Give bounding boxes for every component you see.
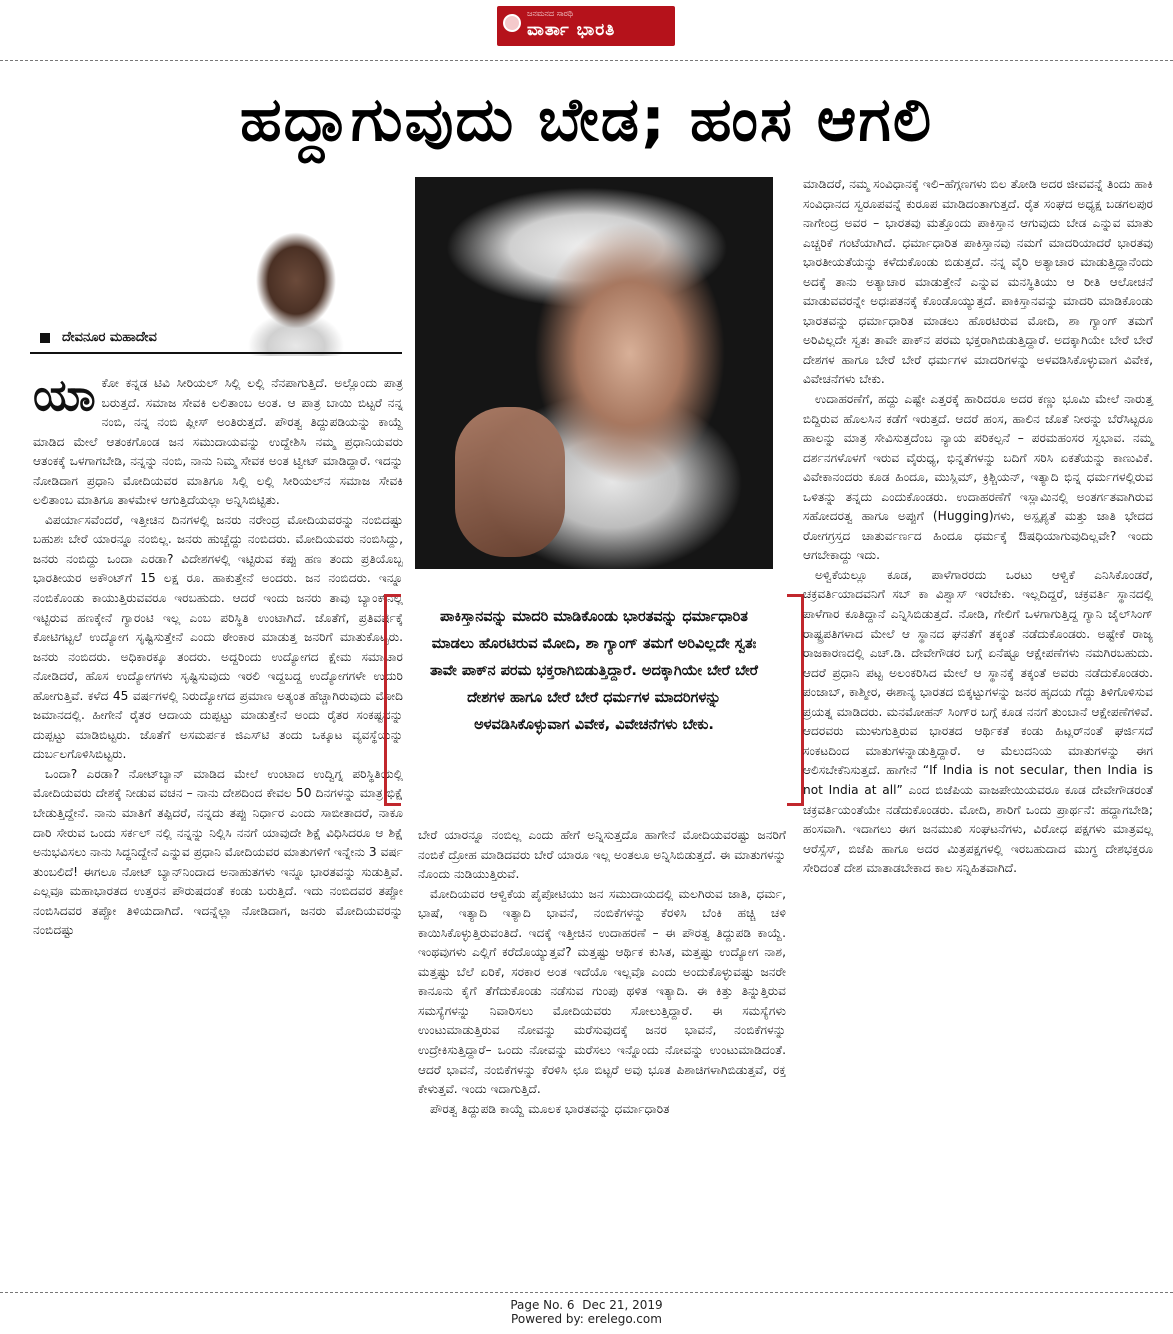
- author-photo: [246, 230, 346, 356]
- column-3: [803, 175, 1153, 879]
- column-2: [418, 826, 786, 1119]
- powered-by-link[interactable]: Powered by: erelego.com: [511, 1312, 662, 1326]
- paragraph: ಉದಾಹರಣೆಗೆ, ಹದ್ದು ಎಷ್ಟೇ ಎತ್ತರಕ್ಕೆ ಹಾರಿದರೂ ಅದರ ಕಣ್ಣು ಭೂಮಿ ಮೇಲೆ ನಾರುತ್ತ ಬಿದ್ದಿರುವ ಹೊಲಸಿನ ಕಡೆಗೆ ಇರುತ್ತದೆ. ಆದರೆ ಹಂಸ, ಹಾಲಿನ ಜೊತೆ ನೀರನ್ನು ಬೆರೆಸಿಟ್ಟರೂ ಹಾಲನ್ನು ಮಾತ್ರ ಸೇವಿಸುತ್ತದೆಂಬ ನ್ಯಾಯ ಪರಿಕಲ್ಪನೆ – ಪರಮಹಂಸರ ಸ್ವಭಾವ. ನಮ್ಮ ದರ್ಶನಗಳೊಳಗೆ ಇರುವ ವೈರುಧ್ಯ, ಭಿನ್ನತೆಗಳನ್ನು ಬದಿಗೆ ಸರಿಸಿ ಏಕತೆಯನ್ನು ಕಾಣುವಿಕೆ. ವಿವೇಕಾನಂದರು ಕೂಡ ಹಿಂದೂ, ಮುಸ್ಲಿಮ್, ಕ್ರಿಶ್ಚಿಯನ್, ಇತ್ಯಾದಿ ಭಿನ್ನ ಧರ್ಮಗಳಲ್ಲಿರುವ ಒಳಿತನ್ನು ತನ್ನದು ಎಂದುಕೊಂಡರು. ಉದಾಹರಣೆಗೆ ಇಸ್ಲಾಮಿನಲ್ಲಿ ಅಂತರ್ಗತವಾಗಿರುವ ಸಹೋದರತ್ವ ಹಾಗೂ ಅಪ್ಪುಗೆ (Hugging)ಗಳು, ಅಸ್ಪೃಶ್ಯತೆ ಮತ್ತು ಜಾತಿ ಭೇದದ ರೋಗಗ್ರಸ್ತದ ಚಾತುರ್ವರ್ಣದ ಹಿಂದೂ ಧರ್ಮಕ್ಕೆ ಔಷಧಿಯಾಗುವುದಿಲ್ಲವೇ? ಇಂದು ಆಗಬೇಕಾದ್ದು ಇದು.: [803, 392, 1153, 563]
- paragraph: ವಿಪರ್ಯಾಸವೆಂದರೆ, ಇತ್ತೀಚಿನ ದಿನಗಳಲ್ಲಿ ಜನರು ನರೇಂದ್ರ ಮೋದಿಯವರನ್ನು ನಂಬಿದಷ್ಟು ಬಹುಶಃ ಬೇರೆ ಯಾರನ್ನೂ ನಂಬಿಲ್ಲ. ಜನರು ಹುಚ್ಚೆದ್ದು ನಂಬಿದರು. ಮೋದಿಯವರು ನಂಬಿಸಿದ್ದು, ಜನರು ನಂಬಿದ್ದು ಒಂದಾ ಎರಡಾ? ವಿದೇಶಗಳಲ್ಲಿ ಇಟ್ಟಿರುವ ಕಪ್ಪು ಹಣ ತಂದು ಪ್ರತಿಯೊಬ್ಬ ಭಾರತೀಯರ ಅಕೌಂಟ್‌ಗೆ 15 ಲಕ್ಷ ರೂ. ಹಾಕುತ್ತೇನೆ ಅಂದರು. ಜನ ನಂಬಿದರು. ಇನ್ನೂ ನಂಬಿಕೊಂಡು ಕಾಯುತ್ತಿರುವವರೂ ಇರಬಹುದು. ಆದರೆ ಇಂದು ಜನರು ತಾವು ಬ್ಯಾಂಕ್‌ನಲ್ಲಿ ಇಟ್ಟಿರುವ ಹಣಕ್ಕೇನೆ ಗ್ಯಾರಂಟಿ ಇಲ್ಲ ಎಂಬ ಪರಿಸ್ಥಿತಿ ಉಂಟಾಗಿದೆ. ಜೊತೆಗೆ, ಪ್ರತಿವರ್ಷಕ್ಕೆ ಕೋಟಿಗಟ್ಟಲೆ ಉದ್ಯೋಗ ಸೃಷ್ಟಿಸುತ್ತೇನೆ ಎಂದು ಠೇಂಕಾರ ಮಾಡುತ್ತ ಜನರಿಗೆ ಮಾತುಕೊಟ್ಟರು. ಜನರು ನಂಬಿದರು. ಅಧಿಕಾರಕ್ಕೂ ತಂದರು. ಅದ್ದರಿಂದು ಉದ್ಯೋಗದ ಕ್ಷೇಮ ಸಮಾಚಾರ ನೋಡಿದರೆ, ಹೊಸ ಉದ್ಯೋಗಗಳು ಸೃಷ್ಟಿಸುವುದು ಇರಲಿ ಇದ್ದಬದ್ದ ಉದ್ಯೋಗಗಳೇ ಉದುರಿ ಹೋಗುತ್ತಿವೆ. ಕಳೆದ 45 ವರ್ಷಗಳಲ್ಲಿ ನಿರುದ್ಯೋಗದ ಪ್ರಮಾಣ ಅತ್ಯಂತ ಹೆಚ್ಚಾಗಿರುವುದು ಮೋದಿ ಜಮಾನದಲ್ಲಿ. ಹೀಗೇನೆ ರೈತರ ಆದಾಯ ದುಪ್ಪಟ್ಟು ಮಾಡುತ್ತೇನೆ ಅಂದು ರೈತರ ಸಂಕಷ್ಟವನ್ನು ದುಪ್ಪಟ್ಟು ಮಾಡಿಬಿಟ್ಟರು. ಜೊತೆಗೆ ಅಸಮರ್ಪಕ ಜಿಎಸ್‌ಟಿ ತಂದು ಒಕ್ಕೂಟ ವ್ಯವಸ್ಥೆಯನ್ನು ದುರ್ಬಲಗೊಳಿಸಿಬಿಟ್ಟರು.: [33, 512, 403, 762]
- headline: ಹದ್ದಾಗುವುದು ಬೇಡ; ಹಂಸ ಆಗಲಿ: [239, 85, 934, 155]
- paragraph: ಪೌರತ್ವ ತಿದ್ದುಪಡಿ ಕಾಯ್ದೆ ಮೂಲಕ ಭಾರತವನ್ನು ಧರ್ಮಾಧಾರಿತ: [430, 1101, 670, 1116]
- masthead-tagline: ಜನಮನದ ಸಾರಥಿ: [527, 9, 574, 18]
- paragraph: [33, 370, 403, 511]
- top-divider: [0, 60, 1173, 61]
- author-byline: [40, 330, 157, 345]
- masthead-name: ವಾರ್ತಾ ಭಾರತಿ: [527, 20, 616, 40]
- pull-quote-text: ಪಾಕಿಸ್ತಾನವನ್ನು ಮಾದರಿ ಮಾಡಿಕೊಂಡು ಭಾರತವನ್ನು ಧರ್ಮಾಧಾರಿತ ಮಾಡಲು ಹೊರಟಿರುವ ಮೋದಿ, ಶಾ ಗ್ಯಾಂಗ್ ತಮಗೆ ಅರಿವಿಲ್ಲದೇ ಸ್ವತಃ ತಾವೇ ಪಾಕ್‌ನ ಪರಮ ಭಕ್ತರಾಗಿಬಿಡುತ್ತಿದ್ದಾರೆ. ಅದಕ್ಕಾಗಿಯೇ ಬೇರೆ ಬೇರೆ ದೇಶಗಳ ಹಾಗೂ ಬೇರೆ ಬೇರೆ ಧರ್ಮಗಳ ಮಾದರಿಗಳನ್ನು ಅಳವಡಿಸಿಕೊಳ್ಳುವಾಗ ವಿವೇಕ, ವಿವೇಚನೆಗಳು ಬೇಕು.: [429, 609, 759, 733]
- paragraph: ಒಂದಾ? ಎರಡಾ? ನೋಟ್‌ಬ್ಯಾನ್ ಮಾಡಿದ ಮೇಲೆ ಉಂಟಾದ ಉದ್ವಿಗ್ನ ಪರಿಸ್ಥಿತಿಯಲ್ಲಿ ಮೋದಿಯವರು ದೇಶಕ್ಕೆ ನೀಡುವ ವಚನ – ನಾನು ದೇಶದಿಂದ ಕೇವಲ 50 ದಿನಗಳನ್ನು ಮಾತ್ರ ಭಿಕ್ಷೆ ಬೇಡುತ್ತಿದ್ದೇನೆ. ನಾನು ಮಾತಿಗೆ ತಪ್ಪಿದರೆ, ನನ್ನದು ತಪ್ಪು ನಿರ್ಧಾರ ಎಂದು ಸಾಬೀತಾದರೆ, ನಾಕೂ ದಾರಿ ಸೇರುವ ಒಂದು ಸರ್ಕಲ್ ನಲ್ಲಿ ನನ್ನನ್ನು ನಿಲ್ಲಿಸಿ ನನಗೆ ಯಾವುದೇ ಶಿಕ್ಷೆ ವಿಧಿಸಿದರೂ ಆ ಶಿಕ್ಷೆ ಅನುಭವಿಸಲು ನಾನು ಸಿದ್ಧನಿದ್ದೇನೆ ಎನ್ನುವ ಪ್ರಧಾನಿ ಮೋದಿಯವರ ಮಾತುಗಳಿಗೆ ಇನ್ನೇನು 3 ವರ್ಷ ತುಂಬಲಿದೆ! ಈಗಲೂ ನೋಟ್ ಬ್ಯಾನ್‌ನಿಂದಾದ ಅನಾಹುತಗಳು ಇನ್ನೂ ಭಾರತವನ್ನು ಸುಡುತ್ತಿವೆ. ಎಲ್ಲವೂ ಮಹಾಭಾರತದ ಉತ್ತರನ ಪೌರುಷದಂತೆ ಕಂಡು ಬರುತ್ತಿದೆ. ಇದು ನಂಬಿದವರ ತಪ್ಪೋ ನಂಬಿಸಿದವರ ತಪ್ಪೋ ತಿಳಿಯದಾಗಿದೆ. ಇದನ್ನೆಲ್ಲಾ ನೋಡಿದಾಗ, ಜನರು ಮೋದಿಯವರನ್ನು ನಂಬಿದಷ್ಟು: [33, 766, 403, 938]
- bullet-square-icon: [40, 333, 50, 343]
- lamp-logo-icon: [503, 14, 521, 32]
- paragraph: ಮೋದಿಯವರ ಆಳ್ವಿಕೆಯ ಪೈಪೋಟಿಯು ಜನ ಸಮುದಾಯದಲ್ಲಿ ಮಲಗಿರುವ ಜಾತಿ, ಧರ್ಮ, ಭಾಷೆ, ಇತ್ಯಾದಿ ಇತ್ಯಾದಿ ಭಾವನೆ, ನಂಬಿಕೆಗಳನ್ನು ಕೆರಳಿಸಿ ಬೆಂಕಿ ಹಚ್ಚಿ ಚಳಿ ಕಾಯಿಸಿಕೊಳ್ಳುತ್ತಿರುವಂತಿದೆ. ಇದಕ್ಕೆ ಇತ್ತೀಚಿನ ಉದಾಹರಣೆ – ಈ ಪೌರತ್ವ ತಿದ್ದುಪಡಿ ಕಾಯ್ದೆ. ಇಂಥವುಗಳು ಎಲ್ಲಿಗೆ ಕರೆದೊಯ್ಯುತ್ತವೆ? ಮತ್ತಷ್ಟು ಆರ್ಥಿಕ ಕುಸಿತ, ಮತ್ತಷ್ಟು ಉದ್ಯೋಗ ನಾಶ, ಮತ್ತಷ್ಟು ಬೆಲೆ ಏರಿಕೆ, ಸರಕಾರ ಅಂತ ಇದೆಯೊ ಇಲ್ಲವೊ ಎಂದು ಅಂದುಕೊಳ್ಳುವಷ್ಟು ಜನರೇ ಕಾನೂನು ಕೈಗೆ ತೆಗೆದುಕೊಂಡು ನಡೆಸುವ ಗುಂಪು ಥಳಿತ ಇತ್ಯಾದಿ. ಈ ಕಿತ್ತು ತಿನ್ನುತ್ತಿರುವ ಸಮಸ್ಯೆಗಳನ್ನು ನಿವಾರಿಸಲು ಮೋದಿಯವರು ಸೋಲುತ್ತಿದ್ದಾರೆ. ಈ ಸಮಸ್ಯೆಗಳು ಉಂಟುಮಾಡುತ್ತಿರುವ ನೋವನ್ನು ಮರೆಸುವುದಕ್ಕೆ ಜನರ ಭಾವನೆ, ನಂಬಿಕೆಗಳನ್ನು ಉದ್ರೇಕಿಸುತ್ತಿದ್ದಾರೆ– ಒಂದು ನೋವನ್ನು ಮರೆಸಲು ಇನ್ನೊಂದು ನೋವನ್ನು ಉಂಟುಮಾಡಿದಂತೆ. ಆದರೆ ಭಾವನೆ, ನಂಬಿಕೆಗಳನ್ನು ಕೆರಳಿಸಿ ಛೂ ಬಿಟ್ಟರೆ ಅವು ಭೂತ ಪಿಶಾಚಿಗಳಾಗಿಬಿಡುತ್ತವೆ, ರಕ್ತ ಕೇಳುತ್ತವೆ. ಇಂದು ಇದಾಗುತ್ತಿದೆ.: [418, 886, 786, 1097]
- quote-bracket-right: [787, 594, 804, 806]
- footer: [0, 1298, 1173, 1326]
- quote-bracket-left: [384, 594, 401, 806]
- photo-hand-shape: [455, 407, 565, 557]
- paragraph: ಮಾಡಿದರೆ, ನಮ್ಮ ಸಂವಿಧಾನಕ್ಕೆ ಇಲಿ–ಹೆಗ್ಗಣಗಳು ಬಿಲ ತೋಡಿ ಅದರ ಜೀವವನ್ನೆ ತಿಂದು ಹಾಕಿ ಸಂವಿಧಾನದ ಸ್ವರೂಪವನ್ನೆ ಕುರೂಪ ಮಾಡಿದಂತಾಗುತ್ತದೆ. ರೈತ ಸಂಘದ ಅಧ್ಯಕ್ಷ ಬಡಗಲಪುರ ನಾಗೇಂದ್ರ ಅವರ – ಭಾರತವು ಮತ್ತೊಂದು ಪಾಕಿಸ್ತಾನ ಆಗುವುದು ಬೇಡ ಎನ್ನುವ ಮಾತು ಎಚ್ಚರಿಕೆ ಗಂಟೆಯಾಗಿದೆ. ಧರ್ಮಾಧಾರಿತ ಪಾಕಿಸ್ತಾನವು ನಮಗೆ ಮಾದರಿಯಾದರೆ ಭಾರತವು ಭಾರತೀಯತೆಯನ್ನು ಕಳೆದುಕೊಂಡು ಬಿಡುತ್ತದೆ. ನನ್ನ ವೈರಿ ಅತ್ಯಾಚಾರ ಮಾಡುತ್ತಿದ್ದಾನೆಂದು ಅದಕ್ಕೆ ತಾನು ಅತ್ಯಾಚಾರ ಮಾಡುತ್ತೇನೆ ಎನ್ನುವ ಮನಸ್ಥಿತಿಯು ಆ ರೀತಿ ಆಲೋಚನೆ ಮಾಡುವವರನ್ನೇ ಅಧಃಪತನಕ್ಕೆ ಕೊಂಡೊಯ್ಯುತ್ತದೆ. ಪಾಕಿಸ್ತಾನವನ್ನು ಮಾದರಿ ಮಾಡಿಕೊಂಡು ಭಾರತವನ್ನು ಧರ್ಮಾಧಾರಿತ ಮಾಡಲು ಹೊರಟಿರುವ ಮೋದಿ, ಶಾ ಗ್ಯಾಂಗ್ ತಮಗೆ ಅರಿವಿಲ್ಲದೇ ಸ್ವತಃ ತಾವೇ ಪಾಕ್‌ನ ಪರಮ ಭಕ್ತರಾಗಿಬಿಡುತ್ತಿದ್ದಾರೆ. ಅದಕ್ಕಾಗಿಯೇ ಬೇರೆ ಬೇರೆ ದೇಶಗಳ ಹಾಗೂ ಬೇರೆ ಬೇರೆ ಧರ್ಮಗಳ ಮಾದರಿಗಳನ್ನು ಅಳವಡಿಸಿಕೊಳ್ಳುವಾಗ ವಿವೇಕ, ವಿವೇಚನೆಗಳು ಬೇಕು.: [803, 177, 1153, 387]
- paragraph-text: ಕೋ ಕನ್ನಡ ಟಿವಿ ಸೀರಿಯಲ್ ಸಿಲ್ಲಿ ಲಲ್ಲಿ ನೆನಪಾಗುತ್ತಿದೆ. ಅಲ್ಲೊಂದು ಪಾತ್ರ ಬರುತ್ತದೆ. ಸಮಾಜ ಸೇವಕಿ ಲಲಿತಾಂಬ ಅಂತ. ಆ ಪಾತ್ರ ಬಾಯಿ ಬಿಟ್ಟರೆ ನನ್ನ ನಂಬಿ, ನನ್ನ ನಂಬಿ ಪ್ಲೀಸ್ ಅಂತಿರುತ್ತದೆ. ಪೌರತ್ವ ತಿದ್ದುಪಡಿಯನ್ನು ಕಾಯ್ದೆ ಮಾಡಿದ ಮೇಲೆ ಆತಂಕಗೊಂಡ ಜನ ಸಮುದಾಯವನ್ನು ಉದ್ದೇಶಿಸಿ ನಮ್ಮ ಪ್ರಧಾನಿಯವರು ಆತಂಕಕ್ಕೆ ಒಳಗಾಗಬೇಡಿ, ನನ್ನನ್ನು ನಂಬಿ, ನಾನು ನಿಮ್ಮ ಸೇವಕ ಅಂತ ಟ್ವೀಟ್ ಮಾಡಿದ್ದಾರೆ. ಇದನ್ನು ನೋಡಿದಾಗ ಪ್ರಧಾನಿ ಮೋದಿಯವರ ಮಾತಿಗೂ ಸಿಲ್ಲಿ ಲಲ್ಲಿ ಸೀರಿಯಲ್‌ನ ಸಮಾಜ ಸೇವಕಿ ಲಲಿತಾಂಬ ಮಾತಿಗೂ ತಾಳಮೇಳ ಆಗುತ್ತಿದೆಯಲ್ಲಾ ಅನ್ನಿಸಿಬಿಟ್ಟಿತು.: [33, 376, 403, 508]
- paragraph: ಅಳ್ವಿಕೆಯಲ್ಲೂ ಕೂಡ, ಪಾಳೆಗಾರರದು ಒರಟು ಆಳ್ವಿಕೆ ಎನಿಸಿಕೊಂಡರೆ, ಚಕ್ರವರ್ತಿಯಾದವನಿಗೆ ಸಬ್ ಕಾ ವಿಶ್ವಾಸ್ ಇರಬೇಕು. ಇಲ್ಲದಿದ್ದರೆ, ಚಕ್ರವರ್ತಿ ಸ್ಥಾನದಲ್ಲಿ ಪಾಳೆಗಾರ ಕೂತಿದ್ದಾನೆ ಎನ್ನಿಸಿಬಿಡುತ್ತದೆ. ನೋಡಿ, ಗೇಲಿಗೆ ಒಳಗಾಗುತ್ತಿದ್ದ ಗ್ಯಾನಿ ಜೈಲ್‌ಸಿಂಗ್ ರಾಷ್ಟ್ರಪತಿಗಳಾದ ಮೇಲೆ ಆ ಸ್ಥಾನದ ಘನತೆಗೆ ತಕ್ಕಂತೆ ನಡೆದುಕೊಂಡರು. ಅಷ್ಟೇಕೆ ರಾಜ್ಯ ರಾಜಕಾರಣದಲ್ಲಿ ಎಚ್.ಡಿ. ದೇವೇಗೌಡರ ಬಗ್ಗೆ ಏನೆಷ್ಟೂ ಆಕ್ಷೇಪಣೆಗಳು ನಮಗಿರಬಹುದು. ಆದರೆ ಪ್ರಧಾನಿ ಪಟ್ಟ ಅಲಂಕರಿಸಿದ ಮೇಲೆ ಆ ಸ್ಥಾನಕ್ಕೆ ತಕ್ಕಂತೆ ಅವರು ನಡೆದುಕೊಂಡರು. ಪಂಜಾಬ್, ಕಾಶ್ಮೀರ, ಈಶಾನ್ಯ ಭಾರತದ ಬಿಕ್ಕಟ್ಟುಗಳನ್ನು ಜನರ ಹೃದಯ ಗೆದ್ದು ತಿಳಿಗೊಳಿಸುವ ಪ್ರಯತ್ನ ಮಾಡಿದರು. ಮನಮೋಹನ್ ಸಿಂಗ್‌ರ ಬಗ್ಗೆ ಕೂಡ ನನಗೆ ತುಂಬಾನೆ ಆಕ್ಷೇಪಣೆಗಳಿವೆ. ಆದರವರು ಮುಳುಗುತ್ತಿರುವ ಭಾರತದ ಆರ್ಥಿಕತೆ ಕಂಡು ಹಿಟ್ಲರ್‌ನಂತೆ ಘರ್ಜಿಸದೆ ಸಂಕಟದಿಂದ ಮಾತುಗಳನ್ನಾಡುತ್ತಿದ್ದಾರೆ. ಆ ಮೆಲುದನಿಯ ಮಾತುಗಳನ್ನು ಈಗ ಆಲಿಸಬೇಕೆನಿಸುತ್ತದೆ. ಹಾಗೇನೆ “If India is not secular, then India is not India at all” ಎಂದ ಬಿಜೆಪಿಯ ವಾಜಪೇಯಿಯವರೂ ಕೂಡ ದೇವೇಗೌಡರಂತೆ ಚಕ್ರವರ್ತಿಯಂತೆಯೇ ನಡೆದುಕೊಂಡರು. ಮೋದಿ, ಶಾರಿಗೆ ಒಂದು ಪ್ರಾರ್ಥನೆ: ಹದ್ದಾಗಬೇಡಿ; ಹಂಸವಾಗಿ. ಇದಾಗಲು ಈಗ ಜನಮುಖಿ ಸಂಘಟನೆಗಳು, ವಿರೋಧ ಪಕ್ಷಗಳು ಮಾತ್ರವಲ್ಲ ಆರೆಸ್ಸೆಸ್, ಬಿಜೆಪಿ ಹಾಗೂ ಅದರ ಮಿತ್ರಪಕ್ಷಗಳಲ್ಲಿ ಇರಬಹುದಾದ ಮುಗ್ಧ ದೇಶಭಕ್ತರೂ ಸೇರಿದಂತೆ ದೇಶ ಮಾತಾಡಬೇಕಾದ ಕಾಲ ಸನ್ನಿಹಿತವಾಗಿದೆ.: [803, 567, 1153, 876]
- drop-cap: ಯಾ: [33, 370, 96, 421]
- byline-rule: [30, 352, 402, 354]
- bottom-divider: [0, 1292, 1173, 1293]
- article-photo: [415, 177, 773, 569]
- pull-quote: [384, 594, 804, 802]
- column-1: [33, 370, 403, 941]
- page-date: Dec 21, 2019: [582, 1298, 663, 1312]
- page-number: Page No. 6: [510, 1298, 575, 1312]
- author-name: ದೇವನೂರ ಮಹಾದೇವ: [62, 330, 157, 345]
- paragraph: ಬೇರೆ ಯಾರನ್ನೂ ನಂಬಿಲ್ಲ ಎಂದು ಹೇಗೆ ಅನ್ನಿಸುತ್ತದೊ ಹಾಗೇನೆ ಮೋದಿಯವರಷ್ಟು ಜನರಿಗೆ ನಂಬಿಕೆ ದ್ರೋಹ ಮಾಡಿದವರು ಬೇರೆ ಯಾರೂ ಇಲ್ಲ ಅಂತಲೂ ಅನ್ನಿಸಿಬಿಡುತ್ತದೆ. ಈ ಮಾತುಗಳನ್ನು ನೊಂದು ನುಡಿಯುತ್ತಿರುವೆ.: [418, 828, 786, 882]
- masthead-logo: [497, 6, 675, 46]
